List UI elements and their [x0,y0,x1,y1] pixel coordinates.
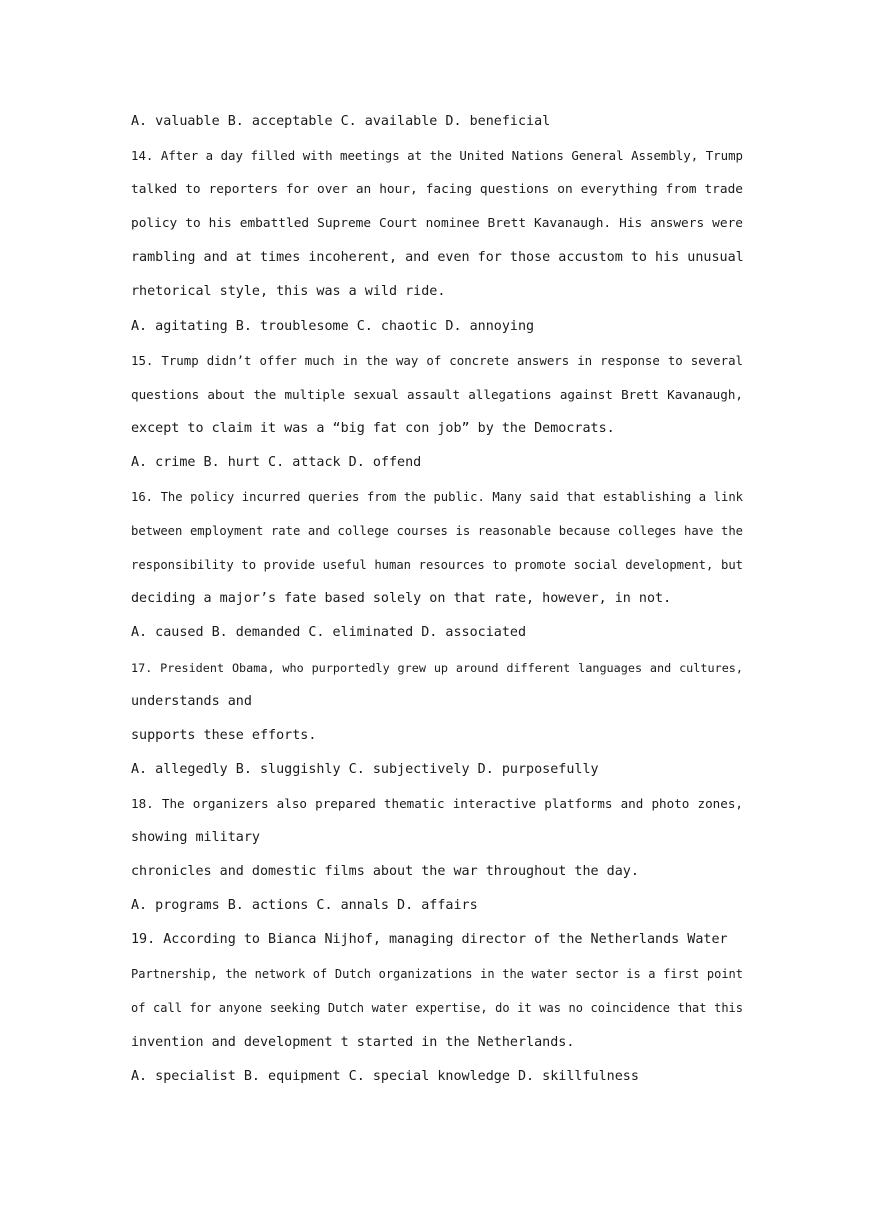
text-line: responsibility to provide useful human resources to promote social development, but [131,558,743,573]
document-body [131,105,743,1094]
text-line: rhetorical style, this was a wild ride. [131,284,446,300]
text-line: A. valuable B. acceptable C. available D. beneficial [131,114,551,129]
text-line: questions about the multiple sexual assault allegations against Brett Kavanaugh, [131,386,743,402]
text-line: policy to his embattled Supreme Court nominee Brett Kavanaugh. His answers were [131,216,743,232]
text-line: invention and development t started in the Netherlands. [131,1034,575,1050]
text-line: except to claim it was a “big fat con job” by the Democrats. [131,420,615,436]
text-line: 17. President Obama, who purportedly grew up around different languages and cultures, [131,660,743,675]
text-line: understands and [131,693,252,709]
text-line: of call for anyone seeking Dutch water expertise, do it was no coincidence that this [131,1001,743,1016]
text-line: between employment rate and college courses is reasonable because colleges have the [131,524,743,539]
text-line: showing military [131,829,260,845]
text-line: A. allegedly B. sluggishly C. subjectively D. purposefully [131,761,599,777]
text-line: 14. After a day filled with meetings at the United Nations General Assembly, Trump [131,148,743,164]
text-line: 16. The policy incurred queries from the public. Many said that establishing a link [131,490,743,505]
text-line: 15. Trump didn’t offer much in the way of concrete answers in response to several [131,352,743,368]
text-line: Partnership, the network of Dutch organizations in the water sector is a first point [131,967,743,982]
text-line: A. programs B. actions C. annals D. affairs [131,898,478,914]
text-line: A. caused B. demanded C. eliminated D. associated [131,625,527,641]
text-line: A. agitating B. troublesome C. chaotic D. annoying [131,318,535,334]
text-line: talked to reporters for over an hour, facing questions on everything from trade [131,182,743,198]
text-line: A. crime B. hurt C. attack D. offend [131,454,422,470]
text-line: rambling and at times incoherent, and even for those accustom to his unusual [131,250,744,266]
text-line: A. specialist B. equipment C. special knowledge D. skillfulness [131,1068,639,1084]
text-line: 19. According to Bianca Nijhof, managing director of the Netherlands Water [131,932,728,948]
text-line: 18. The organizers also prepared thematic interactive platforms and photo zones, [131,795,743,811]
text-line: deciding a major’s fate based solely on that rate, however, in not. [131,591,672,607]
text-line: supports these efforts. [131,727,317,743]
text-line: chronicles and domestic films about the war throughout the day. [131,864,639,880]
